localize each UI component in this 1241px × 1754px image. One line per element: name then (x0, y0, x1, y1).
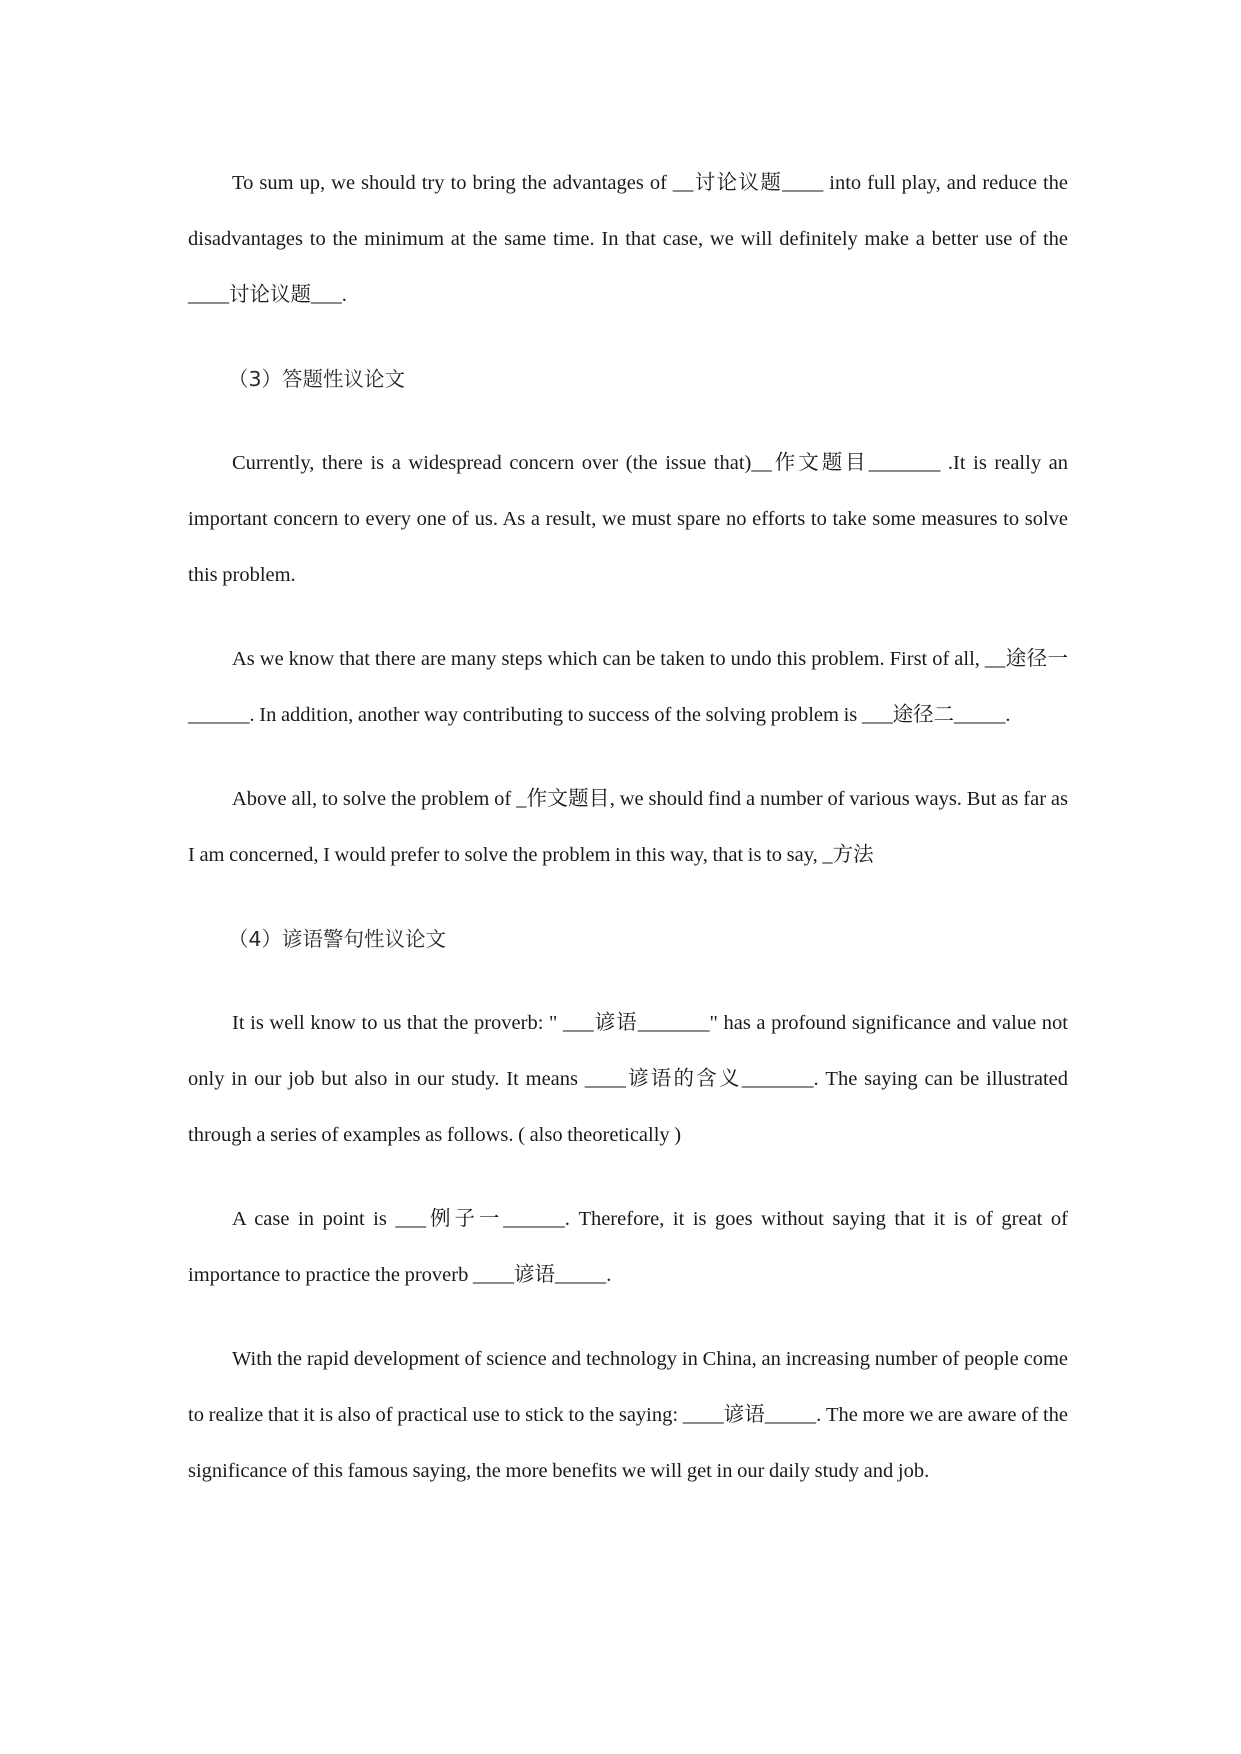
section-heading-3: （3）答题性议论文 (228, 367, 406, 391)
paragraph-case: A case in point is ___例子一______. Therefore, it is goes without saying that it is of great of importance to practice the proverb ____谚语_____. (188, 1208, 1068, 1286)
document-page (188, 155, 1068, 1527)
paragraph-development: With the rapid development of science and technology in China, an increasing number of people come to realize that it is also of practical use to stick to the saying: ____谚语_____. The more we are aware of the significance of this famous saying, the more benefits we will get in our daily study and job. (188, 1348, 1068, 1482)
paragraph-above-all: Above all, to solve the problem of _作文题目, we should find a number of various ways. But as far as I am concerned, I would prefer to solve the problem in this way, that is to say, _方法 (188, 788, 1068, 866)
paragraph-concern: Currently, there is a widespread concern over (the issue that)__作文题目_______ .It is really an important concern to every one of us. As a result, we must spare no efforts to take some measures to solve this problem. (188, 452, 1068, 586)
paragraph-summary: To sum up, we should try to bring the advantages of __讨论议题____ into full play, and reduce the disadvantages to the minimum at the same time. In that case, we will definitely make a better use of the ____讨论议题___. (188, 172, 1068, 306)
section-heading-4: （4）谚语警句性议论文 (228, 927, 447, 951)
paragraph-proverb: It is well know to us that the proverb: " ___谚语_______" has a profound significance and value not only in our job but also in our study. It means ____谚语的含义_______. The saying can be illustrated through a series of examples as follows. ( also theoretically ) (188, 1012, 1068, 1146)
paragraph-steps: As we know that there are many steps which can be taken to undo this problem. First of all, __途径一______. In addition, another way contributing to success of the solving problem is ___途径二_____. (188, 648, 1068, 726)
